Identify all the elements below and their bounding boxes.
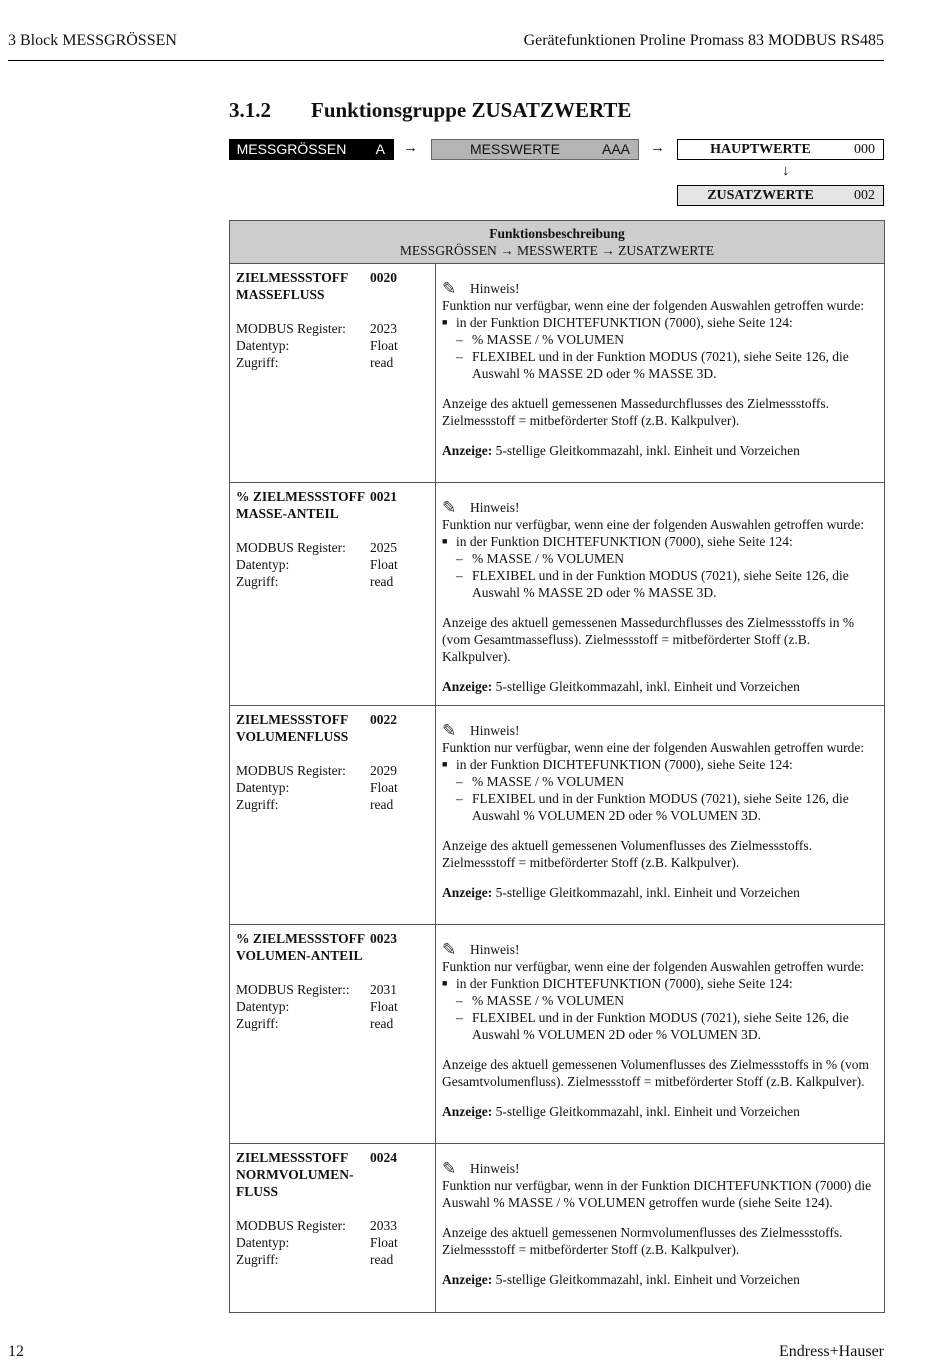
- register-key: MODBUS Register:: [236, 1218, 346, 1233]
- description-cell: [436, 1144, 885, 1313]
- arrow-right-icon: →: [403, 140, 418, 156]
- function-cell: [230, 264, 436, 483]
- nav-group-messwerte: [431, 139, 639, 160]
- description-text: Anzeige des aktuell gemessenen Volumenflusses des Zielmessstoffs in % (vom Gesamtvolumenfluss). Zielmessstoff = mitbeförderter Stoff (z.B. Kalkpulver).: [442, 1057, 870, 1089]
- type-key: Datentyp:: [236, 338, 290, 353]
- availability-text: Funktion nur verfügbar, wenn eine der folgenden Auswahlen getroffen wurde:: [442, 740, 865, 755]
- pencil-note-icon: ✎: [442, 279, 457, 298]
- nav-block-label: MESSGRÖSSEN: [236, 141, 347, 157]
- nav-zusatzwerte-label: ZUSATZWERTE: [707, 188, 814, 203]
- nav-hauptwerte-label: HAUPTWERTE: [710, 142, 811, 157]
- table-header: [230, 221, 885, 264]
- function-code: 0022: [370, 712, 397, 727]
- display-value: 5-stellige Gleitkommazahl, inkl. Einheit und Vorzeichen: [495, 679, 800, 694]
- display-line: [442, 884, 878, 901]
- function-code: 0023: [370, 931, 397, 946]
- list-item: ■ in der Funktion DICHTEFUNKTION (7000), siehe Seite 124:: [442, 314, 878, 331]
- availability-text: Funktion nur verfügbar, wenn in der Funktion DICHTEFUNKTION (7000) die Auswahl % MASSE / % VOLUMEN getroffen wurde (siehe Seite 124).: [442, 1178, 872, 1210]
- type-key: Datentyp:: [236, 999, 290, 1014]
- sub-list-item: – % MASSE / % VOLUMEN: [456, 992, 878, 1009]
- sub-list-item: – FLEXIBEL und in der Funktion MODUS (7021), siehe Seite 126, die Auswahl % MASSE 2D oder % MASSE 3D.: [456, 348, 878, 382]
- pencil-note-icon: ✎: [442, 721, 457, 740]
- display-value: 5-stellige Gleitkommazahl, inkl. Einheit und Vorzeichen: [495, 1104, 800, 1119]
- table-header-path: MESSGRÖSSEN → MESSWERTE → ZUSATZWERTE: [399, 243, 715, 258]
- sub-list-item: – FLEXIBEL und in der Funktion MODUS (7021), siehe Seite 126, die Auswahl % MASSE 2D oder % MASSE 3D.: [456, 567, 878, 601]
- pencil-note-icon: ✎: [442, 1159, 457, 1178]
- nav-zusatzwerte-code: 002: [854, 188, 875, 203]
- pencil-note-icon: ✎: [442, 498, 457, 517]
- nav-zusatzwerte: [677, 185, 884, 206]
- access-value: read: [370, 574, 394, 589]
- availability-text: Funktion nur verfügbar, wenn eine der folgenden Auswahlen getroffen wurde:: [442, 959, 865, 974]
- function-code: 0024: [370, 1150, 397, 1165]
- list-item: ■ in der Funktion DICHTEFUNKTION (7000), siehe Seite 124:: [442, 975, 878, 992]
- type-value: Float: [370, 999, 398, 1014]
- access-value: read: [370, 1016, 394, 1031]
- hint-label: Hinweis!: [470, 1161, 520, 1176]
- hint-label: Hinweis!: [470, 281, 520, 296]
- arrow-right-icon: →: [650, 140, 665, 156]
- nav-group-code: AAA: [601, 141, 630, 157]
- function-cell: [230, 706, 436, 925]
- type-value: Float: [370, 1235, 398, 1250]
- type-key: Datentyp:: [236, 780, 290, 795]
- display-line: [442, 1271, 878, 1288]
- display-label: Anzeige:: [442, 443, 493, 458]
- description-cell: [436, 706, 885, 925]
- sub-list-item: – FLEXIBEL und in der Funktion MODUS (7021), siehe Seite 126, die Auswahl % VOLUMEN 2D oder % VOLUMEN 3D.: [456, 790, 878, 824]
- register-key: MODBUS Register:: [236, 321, 346, 336]
- display-line: [442, 1103, 878, 1120]
- function-name: % ZIELMESSSTOFF VOLUMEN-ANTEIL: [236, 931, 365, 963]
- description-text: Anzeige des aktuell gemessenen Normvolumenflusses des Zielmessstoffs. Zielmessstoff = mitbeförderter Stoff (z.B. Kalkpulver).: [442, 1225, 843, 1257]
- function-cell: [230, 1144, 436, 1313]
- hint-label: Hinweis!: [470, 942, 520, 957]
- nav-hauptwerte-code: 000: [854, 142, 875, 157]
- display-value: 5-stellige Gleitkommazahl, inkl. Einheit und Vorzeichen: [495, 885, 800, 900]
- sub-list-item: – % MASSE / % VOLUMEN: [456, 331, 878, 348]
- running-header-right: Gerätefunktionen Proline Promass 83 MODBUS RS485: [523, 32, 884, 49]
- display-label: Anzeige:: [442, 1272, 493, 1287]
- table-header-title: Funktionsbeschreibung: [489, 226, 625, 241]
- pencil-note-icon: ✎: [442, 940, 457, 959]
- arrow-down-icon: ↓: [782, 163, 790, 179]
- nav-block-messgroessen: [229, 139, 394, 160]
- nav-hauptwerte: [677, 139, 884, 160]
- access-key: Zugriff:: [236, 1252, 279, 1267]
- running-header-left: 3 Block MESSGRÖSSEN: [8, 32, 177, 49]
- table-row: [230, 1144, 885, 1313]
- display-value: 5-stellige Gleitkommazahl, inkl. Einheit und Vorzeichen: [495, 443, 800, 458]
- access-value: read: [370, 1252, 394, 1267]
- section-title-text: Funktionsgruppe ZUSATZWERTE: [311, 98, 632, 122]
- display-label: Anzeige:: [442, 885, 493, 900]
- section-number: 3.1.2: [229, 98, 271, 122]
- register-key: MODBUS Register:: [236, 763, 346, 778]
- list-item: ■ in der Funktion DICHTEFUNKTION (7000), siehe Seite 124:: [442, 533, 878, 550]
- type-value: Float: [370, 557, 398, 572]
- function-name: % ZIELMESSSTOFF MASSE-ANTEIL: [236, 489, 365, 521]
- display-line: [442, 678, 878, 695]
- access-key: Zugriff:: [236, 1016, 279, 1031]
- display-line: [442, 442, 878, 459]
- type-value: Float: [370, 780, 398, 795]
- function-cell: [230, 925, 436, 1144]
- access-value: read: [370, 797, 394, 812]
- function-code: 0021: [370, 489, 397, 504]
- register-value: 2023: [370, 321, 397, 336]
- type-value: Float: [370, 338, 398, 353]
- nav-block-code: A: [375, 141, 385, 157]
- function-code: 0020: [370, 270, 397, 285]
- function-name: ZIELMESSSTOFF VOLUMENFLUSS: [236, 712, 349, 744]
- availability-text: Funktion nur verfügbar, wenn eine der folgenden Auswahlen getroffen wurde:: [442, 298, 865, 313]
- sub-list-item: – % MASSE / % VOLUMEN: [456, 773, 878, 790]
- page-number: 12: [8, 1343, 24, 1360]
- register-value: 2029: [370, 763, 397, 778]
- hint-label: Hinweis!: [470, 500, 520, 515]
- register-value: 2025: [370, 540, 397, 555]
- function-name: ZIELMESSSTOFF MASSEFLUSS: [236, 270, 348, 302]
- access-key: Zugriff:: [236, 355, 279, 370]
- register-value: 2033: [370, 1218, 397, 1233]
- function-name: ZIELMESSSTOFF NORMVOLUMEN-FLUSS: [236, 1150, 354, 1199]
- description-cell: [436, 925, 885, 1144]
- table-row: [230, 264, 885, 483]
- nav-group-label: MESSWERTE: [470, 141, 560, 157]
- header-rule: [8, 60, 884, 61]
- description-text: Anzeige des aktuell gemessenen Massedurchflusses des Zielmessstoffs in % (vom Gesamtmassefluss). Zielmessstoff = mitbeförderter Stoff (z.B. Kalkpulver).: [442, 615, 855, 664]
- function-cell: [230, 483, 436, 706]
- table-row: [230, 706, 885, 925]
- access-key: Zugriff:: [236, 574, 279, 589]
- function-table: [229, 220, 885, 1313]
- display-label: Anzeige:: [442, 679, 493, 694]
- register-key: MODBUS Register::: [236, 982, 350, 997]
- hint-label: Hinweis!: [470, 723, 520, 738]
- type-key: Datentyp:: [236, 557, 290, 572]
- description-cell: [436, 483, 885, 706]
- sub-list-item: – % MASSE / % VOLUMEN: [456, 550, 878, 567]
- brand-footer: Endress+Hauser: [779, 1343, 884, 1360]
- table-row: [230, 925, 885, 1144]
- list-item: ■ in der Funktion DICHTEFUNKTION (7000), siehe Seite 124:: [442, 756, 878, 773]
- description-cell: [436, 264, 885, 483]
- sub-list-item: – FLEXIBEL und in der Funktion MODUS (7021), siehe Seite 126, die Auswahl % VOLUMEN 2D oder % VOLUMEN 3D.: [456, 1009, 878, 1043]
- availability-text: Funktion nur verfügbar, wenn eine der folgenden Auswahlen getroffen wurde:: [442, 517, 865, 532]
- section-heading: [229, 98, 631, 123]
- register-key: MODBUS Register:: [236, 540, 346, 555]
- description-text: Anzeige des aktuell gemessenen Volumenflusses des Zielmessstoffs. Zielmessstoff = mitbeförderter Stoff (z.B. Kalkpulver).: [442, 838, 813, 870]
- display-value: 5-stellige Gleitkommazahl, inkl. Einheit und Vorzeichen: [495, 1272, 800, 1287]
- description-text: Anzeige des aktuell gemessenen Massedurchflusses des Zielmessstoffs. Zielmessstoff = mitbeförderter Stoff (z.B. Kalkpulver).: [442, 396, 830, 428]
- access-key: Zugriff:: [236, 797, 279, 812]
- type-key: Datentyp:: [236, 1235, 290, 1250]
- access-value: read: [370, 355, 394, 370]
- register-value: 2031: [370, 982, 397, 997]
- display-label: Anzeige:: [442, 1104, 493, 1119]
- table-row: [230, 483, 885, 706]
